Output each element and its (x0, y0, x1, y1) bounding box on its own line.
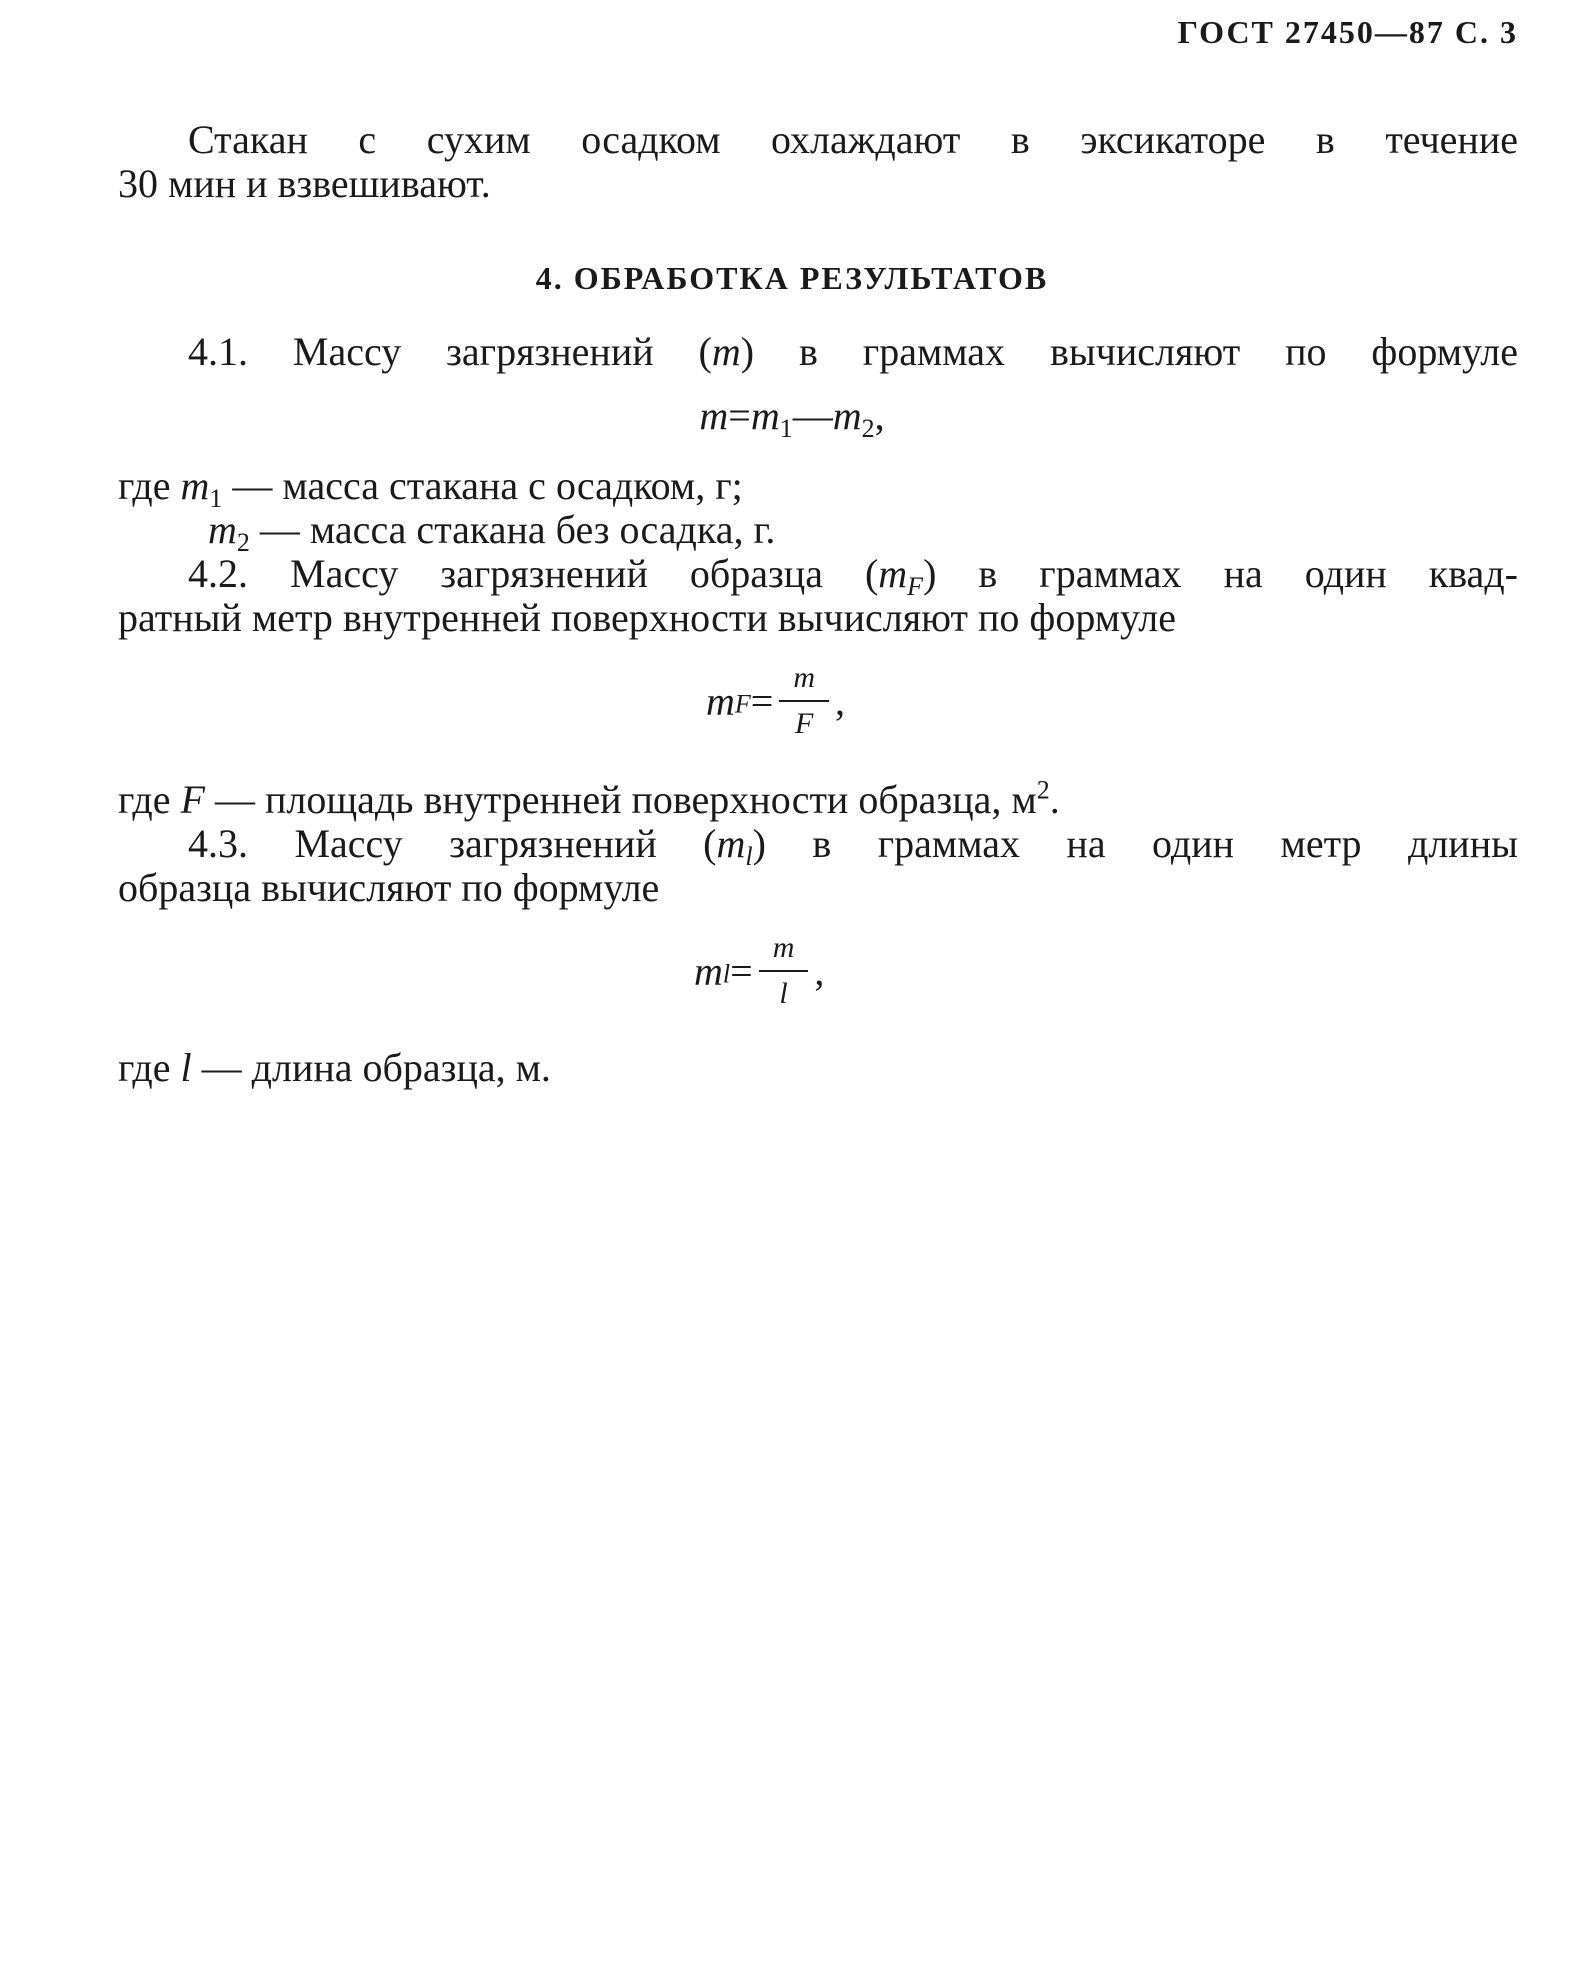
w3-end: . (1049, 777, 1060, 822)
paragraph-4-3-line-2: образца вычисляют по формуле (118, 865, 660, 910)
where-line-4 (118, 1046, 1518, 1090)
f3-denominator: l (779, 977, 788, 1010)
p41-var: m (711, 329, 741, 374)
where-line-2 (208, 507, 1584, 557)
f2-fraction (779, 660, 829, 742)
f1-lhs: m (699, 393, 729, 438)
f1-end: , (874, 393, 885, 438)
f3-numerator: m (759, 930, 809, 972)
f2-numerator: m (779, 660, 829, 702)
p42-sub: F (907, 572, 924, 601)
p43-tail: ) в граммах на один метр длины (752, 821, 1518, 866)
w1-lead: где (118, 463, 181, 508)
w4-lead: где (118, 1045, 181, 1090)
paragraph-4-2 (188, 551, 1518, 601)
f1-minus: — (792, 393, 833, 438)
w2-var: m (208, 507, 237, 552)
f1-a: m (750, 393, 780, 438)
section-heading: 4. ОБРАБОТКА РЕЗУЛЬТАТОВ (535, 260, 1049, 296)
w4-text: — длина образца, м. (191, 1045, 551, 1090)
p41-tail: ) в граммах вычисляют по формуле (740, 329, 1518, 374)
f2-lhs: m (706, 678, 735, 724)
f2-denominator: F (795, 707, 814, 740)
where-line-3 (118, 775, 1518, 822)
w3-text: — площадь внутренней поверхности образца, м (204, 777, 1037, 822)
p43-sub: l (745, 842, 753, 871)
w2-text: — масса стакана без осадка, г. (249, 507, 776, 552)
f1-b-sub: 2 (861, 414, 875, 443)
formula-3 (694, 930, 824, 1012)
w3-var: F (180, 777, 205, 822)
f3-lhs-sub: l (722, 959, 731, 989)
w2-sub: 2 (236, 528, 250, 557)
where-line-1 (118, 463, 1518, 513)
p43-text: 4.3. Массу загрязнений ( (188, 821, 717, 866)
w1-sub: 1 (209, 484, 223, 513)
f2-eq: = (750, 678, 774, 724)
f3-end: , (814, 948, 825, 994)
intro-line-1: Стакан с сухим осадком охлаждают в эксикаторе в течение (188, 117, 1518, 162)
paragraph-4-3 (188, 821, 1518, 871)
formula-2 (706, 660, 845, 742)
w3-sup: 2 (1036, 775, 1050, 805)
formula-1 (0, 392, 1584, 443)
f1-eq: = (728, 393, 751, 438)
f1-b: m (832, 393, 862, 438)
f3-lhs: m (694, 948, 723, 994)
paragraph-4-1 (188, 330, 1518, 374)
intro-line-2: 30 мин и взвешивают. (118, 161, 491, 206)
p42-tail: ) в граммах на один квад- (923, 551, 1518, 596)
p42-var: m (878, 551, 908, 596)
f2-end: , (835, 678, 846, 724)
p42-text: 4.2. Массу загрязнений образца ( (188, 551, 879, 596)
w4-var: l (180, 1045, 192, 1090)
f3-eq: = (730, 948, 753, 994)
page-header: ГОСТ 27450—87 С. 3 (1177, 14, 1518, 50)
f1-a-sub: 1 (779, 414, 793, 443)
p43-var: m (716, 821, 746, 866)
w3-lead: где (118, 777, 181, 822)
w1-text: — масса стакана с осадком, г; (222, 463, 743, 508)
paragraph-4-2-line-2: ратный метр внутренней поверхности вычисляют по формуле (118, 595, 1176, 640)
w1-var: m (180, 463, 210, 508)
f3-fraction (759, 930, 809, 1012)
p41-text: 4.1. Массу загрязнений ( (188, 329, 712, 374)
f2-lhs-sub: F (734, 689, 751, 719)
